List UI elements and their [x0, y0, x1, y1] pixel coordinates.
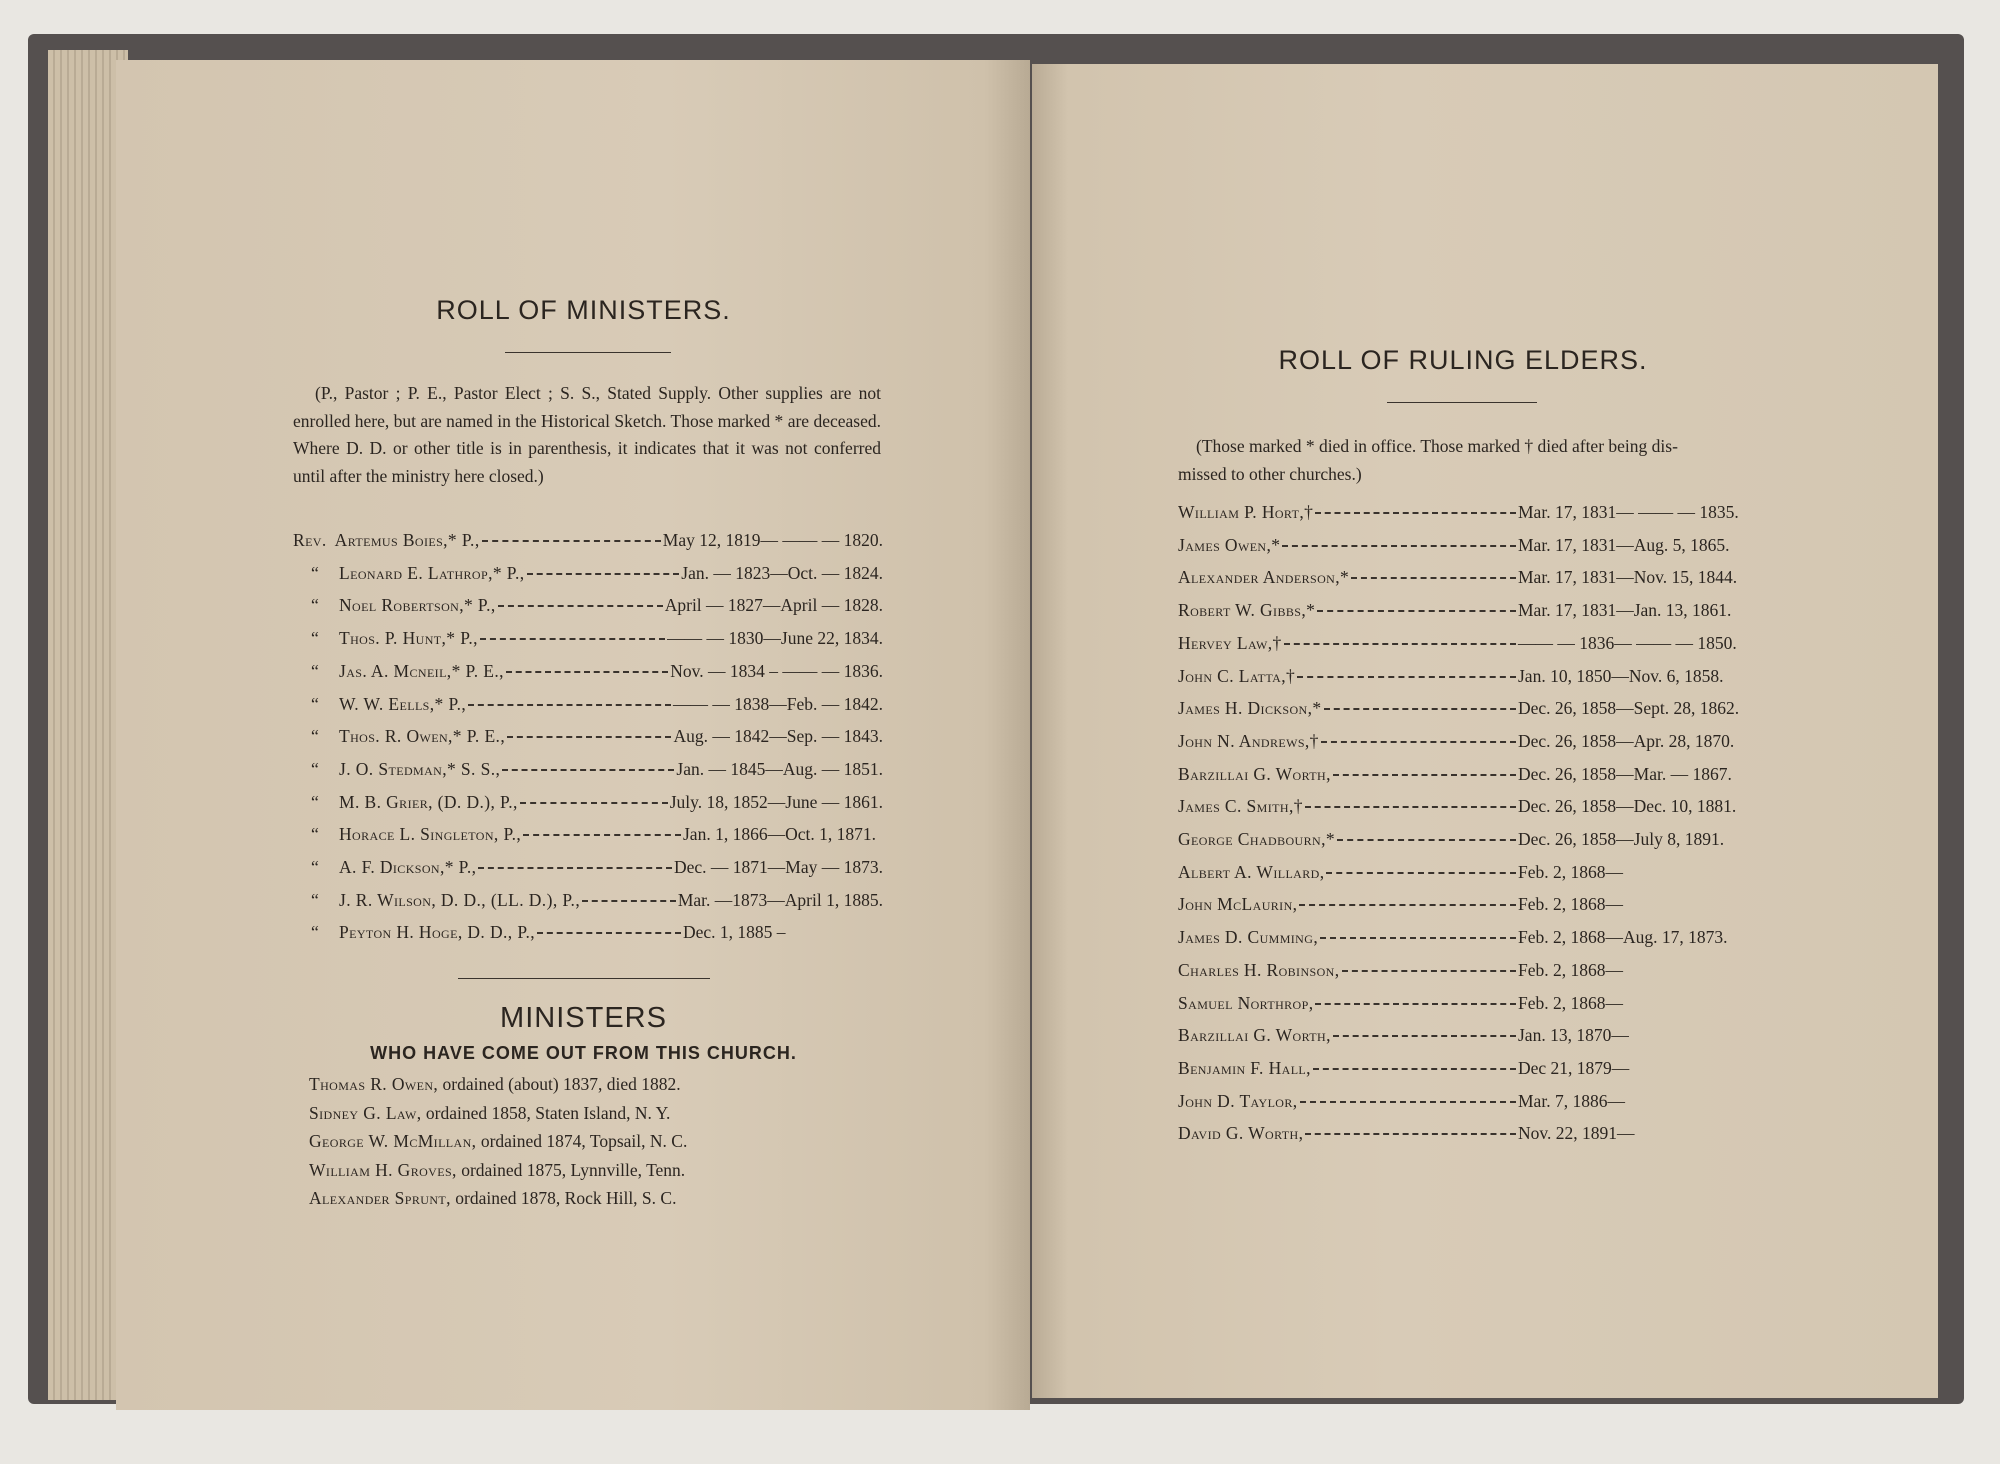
- minister-dates: Nov. — 1834 – —— — 1836.: [670, 660, 883, 681]
- elder-row: [1178, 1023, 1758, 1047]
- elder-dates: Dec. 26, 1858—Dec. 10, 1881.: [1518, 796, 1737, 817]
- elder-dates: Feb. 2, 1868—Aug. 17, 1873.: [1518, 927, 1728, 948]
- roll-of-ministers-title: ROLL OF MINISTERS.: [436, 295, 731, 325]
- elder-row: [1178, 500, 1758, 524]
- elder-row: [1178, 827, 1758, 851]
- ordained-detail: ordained 1858, Staten Island, N. Y.: [421, 1102, 671, 1123]
- minister-row: [293, 855, 883, 879]
- minister-row: [293, 888, 883, 912]
- leader-dots: [1333, 1035, 1516, 1037]
- leader-dots: [520, 802, 668, 804]
- minister-name: Peyton H. Hoge, D. D., P.,: [339, 922, 536, 943]
- elder-row: [1178, 892, 1758, 916]
- leader-dots: [1305, 1133, 1516, 1135]
- minister-row: [293, 528, 883, 552]
- elder-dates: —— — 1836— —— — 1850.: [1518, 632, 1737, 653]
- ordained-name: William H. Groves,: [309, 1159, 457, 1180]
- leader-dots: [1321, 741, 1516, 743]
- title-rule: [1387, 402, 1537, 403]
- leader-dots: [1326, 872, 1516, 874]
- minister-row: [293, 790, 883, 814]
- elder-name: David G. Worth,: [1178, 1123, 1304, 1144]
- elder-row: [1178, 631, 1758, 655]
- elder-dates: Dec. 26, 1858—Apr. 28, 1870.: [1518, 730, 1735, 751]
- ministers-section-subtitle: WHO HAVE COME OUT FROM THIS CHURCH.: [370, 1043, 797, 1063]
- leader-dots: [468, 704, 671, 706]
- elder-dates: Nov. 22, 1891—: [1518, 1123, 1635, 1144]
- ordained-detail: ordained 1875, Lynnville, Tenn.: [456, 1159, 686, 1180]
- leader-dots: [1299, 904, 1516, 906]
- elder-dates: Feb. 2, 1868—: [1518, 992, 1623, 1013]
- elder-name: John McLaurin,: [1178, 894, 1298, 915]
- elder-row: [1178, 991, 1758, 1015]
- minister-name: A. F. Dickson,* P.,: [339, 857, 477, 877]
- elder-name: John D. Taylor,: [1178, 1090, 1298, 1111]
- elder-row: [1178, 762, 1758, 786]
- elder-name: James Owen,*: [1178, 534, 1281, 555]
- minister-prefix: “: [311, 726, 320, 747]
- roll-of-ruling-elders-title: ROLL OF RULING ELDERS.: [1278, 345, 1648, 375]
- minister-name: Jas. A. Mcneil,* P. E.,: [339, 660, 504, 681]
- elder-name: Samuel Northrop,: [1178, 992, 1314, 1013]
- minister-row: [293, 626, 883, 650]
- elder-dates: Mar. 17, 1831— —— — 1835.: [1518, 502, 1739, 522]
- elder-name: John N. Andrews,†: [1178, 730, 1319, 751]
- elder-dates: Feb. 2, 1868—: [1518, 861, 1623, 882]
- elder-dates: Feb. 2, 1868—: [1518, 894, 1623, 915]
- elder-row: [1178, 1089, 1758, 1113]
- leader-dots: [1313, 1068, 1516, 1070]
- leader-dots: [482, 540, 661, 542]
- minister-row: [293, 724, 883, 748]
- minister-prefix: “: [311, 693, 320, 714]
- ordained-item: [309, 1186, 676, 1210]
- ministers-section-title: MINISTERS: [500, 1002, 667, 1034]
- ministers-note: (P., Pastor ; P. E., Pastor Elect ; S. S., Stated Supply. Other supplies are not enrolled here, but are named in the Historical Sketch. Those marked * are deceased. Where D. D. or other title is in parenthesis, it indicates that it was not conferred until after the ministry here closed.): [293, 383, 881, 486]
- minister-name: Thos. P. Hunt,* P.,: [339, 628, 478, 649]
- minister-prefix: “: [311, 562, 320, 583]
- leader-dots: [1317, 610, 1516, 612]
- leader-dots: [1305, 806, 1516, 808]
- leader-dots: [498, 605, 663, 607]
- elder-dates: Mar. 17, 1831—Nov. 15, 1844.: [1518, 567, 1738, 588]
- elders-note-line-2: missed to other churches.): [1178, 464, 1362, 484]
- elder-dates: Dec. 26, 1858—July 8, 1891.: [1518, 829, 1725, 849]
- minister-dates: —— — 1838—Feb. — 1842.: [673, 693, 883, 714]
- ordained-name: Alexander Sprunt,: [309, 1188, 451, 1208]
- minister-dates: Mar. —1873—April 1, 1885.: [677, 889, 883, 910]
- leader-dots: [1333, 774, 1516, 776]
- minister-dates: Jan. 1, 1866—Oct. 1, 1871.: [683, 824, 876, 845]
- elder-name: Alexander Anderson,*: [1178, 567, 1350, 588]
- title-rule: [505, 352, 671, 353]
- minister-dates: May 12, 1819— —— — 1820.: [662, 530, 883, 550]
- minister-prefix: “: [311, 889, 320, 910]
- elder-dates: Mar. 7, 1886—: [1518, 1090, 1625, 1111]
- minister-dates: Jan. — 1845—Aug. — 1851.: [676, 758, 883, 779]
- leader-dots: [1324, 708, 1516, 710]
- elder-name: Benjamin F. Hall,: [1178, 1057, 1311, 1078]
- elder-name: Hervey Law,†: [1178, 632, 1282, 653]
- minister-prefix: “: [311, 922, 320, 943]
- minister-name: Leonard E. Lathrop,* P.,: [339, 562, 525, 583]
- elder-name: George Chadbourn,*: [1178, 829, 1336, 849]
- minister-dates: Jan. — 1823—Oct. — 1824.: [681, 562, 883, 583]
- minister-row: [293, 561, 883, 585]
- minister-dates: Dec. — 1871—May — 1873.: [673, 857, 883, 877]
- elder-row: [1178, 925, 1758, 949]
- minister-dates: Dec. 1, 1885 –: [683, 922, 786, 943]
- elder-name: Barzillai G. Worth,: [1178, 763, 1331, 784]
- elder-name: James C. Smith,†: [1178, 796, 1303, 817]
- minister-dates: April — 1827—April — 1828.: [664, 595, 883, 616]
- elder-name: Charles H. Robinson,: [1178, 959, 1340, 980]
- leader-dots: [502, 769, 674, 771]
- leader-dots: [523, 834, 681, 836]
- left-page: [116, 60, 1030, 1410]
- leader-dots: [506, 671, 668, 673]
- minister-prefix: “: [311, 758, 320, 779]
- minister-prefix: “: [311, 628, 320, 649]
- minister-row: [293, 757, 883, 781]
- minister-name: W. W. Eells,* P.,: [339, 693, 467, 714]
- ordained-detail: ordained 1874, Topsail, N. C.: [476, 1131, 688, 1151]
- elder-name: James H. Dickson,*: [1178, 698, 1322, 719]
- minister-prefix: “: [311, 824, 320, 845]
- minister-name: Noel Robertson,* P.,: [339, 595, 496, 616]
- leader-dots: [480, 638, 665, 640]
- elder-row: [1178, 729, 1758, 753]
- elder-name: John C. Latta,†: [1178, 665, 1296, 686]
- elder-row: [1178, 1056, 1758, 1080]
- elders-note-line-1: (Those marked * died in office. Those marked † died after being dis-: [1196, 436, 1678, 456]
- ordained-item: [309, 1158, 685, 1182]
- leader-dots: [1284, 643, 1516, 645]
- ordained-item: [309, 1129, 687, 1153]
- elder-row: [1178, 696, 1758, 720]
- elder-row: [1178, 860, 1758, 884]
- minister-name: J. O. Stedman,* S. S.,: [339, 758, 501, 779]
- minister-dates: —— — 1830—June 22, 1834.: [667, 628, 883, 649]
- leader-dots: [1351, 577, 1516, 579]
- ordained-detail: ordained (about) 1837, died 1882.: [438, 1074, 681, 1094]
- elder-row: [1178, 1121, 1758, 1145]
- minister-prefix: “: [311, 857, 320, 877]
- elder-dates: Dec. 26, 1858—Mar. — 1867.: [1518, 763, 1732, 784]
- elder-row: [1178, 598, 1758, 622]
- elder-row: [1178, 794, 1758, 818]
- minister-prefix: “: [311, 660, 320, 681]
- minister-row: [293, 659, 883, 683]
- minister-name: M. B. Grier, (D. D.), P.,: [339, 791, 518, 812]
- elder-name: James D. Cumming,: [1178, 927, 1319, 948]
- minister-name: J. R. Wilson, D. D., (LL. D.), P.,: [339, 889, 581, 910]
- elder-name: Albert A. Willard,: [1178, 861, 1325, 882]
- ordained-item: [309, 1072, 681, 1096]
- leader-dots: [582, 900, 676, 902]
- leader-dots: [537, 932, 681, 934]
- leader-dots: [1315, 512, 1516, 514]
- elder-row: [1178, 958, 1758, 982]
- minister-name: Artemus Boies,* P.,: [334, 530, 480, 550]
- minister-row: [293, 920, 883, 944]
- ordained-name: Thomas R. Owen,: [309, 1074, 439, 1094]
- minister-row: [293, 593, 883, 617]
- elder-dates: Dec. 26, 1858—Sept. 28, 1862.: [1518, 698, 1740, 719]
- ordained-name: George W. McMillan,: [309, 1131, 477, 1151]
- leader-dots: [1315, 1003, 1516, 1005]
- minister-name: Thos. R. Owen,* P. E.,: [339, 726, 506, 747]
- leader-dots: [1300, 1101, 1516, 1103]
- leader-dots: [1320, 937, 1516, 939]
- minister-dates: Aug. — 1842—Sep. — 1843.: [673, 726, 883, 747]
- right-page: [1032, 64, 1938, 1398]
- elder-dates: Dec 21, 1879—: [1518, 1057, 1630, 1078]
- elder-dates: Feb. 2, 1868—: [1518, 959, 1623, 980]
- leader-dots: [1337, 839, 1516, 841]
- elder-dates: Mar. 17, 1831—Aug. 5, 1865.: [1518, 534, 1730, 555]
- elder-row: [1178, 533, 1758, 557]
- ordained-item: [309, 1101, 670, 1125]
- leader-dots: [1297, 676, 1516, 678]
- elder-name: Robert W. Gibbs,*: [1178, 600, 1316, 621]
- leader-dots: [1342, 970, 1517, 972]
- elder-dates: Mar. 17, 1831—Jan. 13, 1861.: [1518, 600, 1732, 621]
- minister-prefix: “: [311, 595, 320, 616]
- section-rule: [458, 978, 710, 979]
- elder-dates: Jan. 10, 1850—Nov. 6, 1858.: [1518, 665, 1724, 686]
- minister-row: [293, 822, 883, 846]
- minister-prefix: Rev.: [293, 530, 327, 550]
- ordained-name: Sidney G. Law,: [309, 1102, 422, 1123]
- minister-dates: July. 18, 1852—June — 1861.: [669, 791, 883, 812]
- minister-prefix: “: [311, 791, 320, 812]
- elder-dates: Jan. 13, 1870—: [1518, 1025, 1629, 1046]
- leader-dots: [478, 867, 672, 869]
- minister-row: [293, 692, 883, 716]
- elder-row: [1178, 664, 1758, 688]
- elder-name: Barzillai G. Worth,: [1178, 1025, 1331, 1046]
- elder-name: William P. Hort,†: [1178, 502, 1314, 522]
- ordained-detail: ordained 1878, Rock Hill, S. C.: [450, 1188, 677, 1208]
- leader-dots: [527, 573, 680, 575]
- leader-dots: [507, 736, 671, 738]
- minister-name: Horace L. Singleton, P.,: [339, 824, 522, 845]
- leader-dots: [1282, 545, 1516, 547]
- elder-row: [1178, 565, 1758, 589]
